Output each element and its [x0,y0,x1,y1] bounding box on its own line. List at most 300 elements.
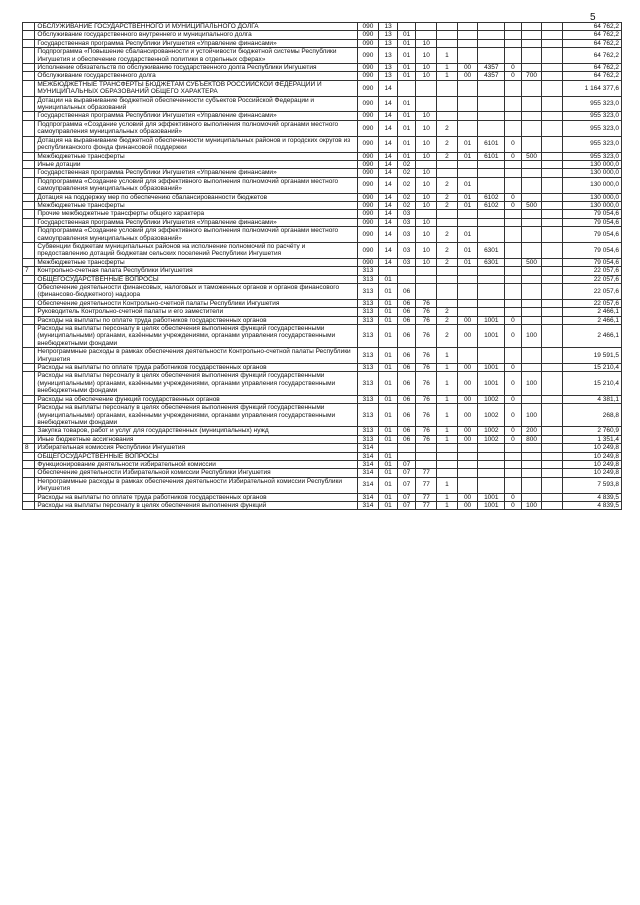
code-razdel: 14 [379,210,398,218]
code-program: 10 [416,120,437,136]
row-name: Иные бюджетные ассигнования [35,435,357,443]
code-program [416,460,437,468]
blank-cell [542,469,563,477]
code-direction: 4357 [478,72,505,80]
code-razdel: 01 [379,395,398,403]
code-expense-type [521,160,542,168]
row-number [23,427,35,435]
budget-rows [23,23,622,510]
row-name: Подпрограмма «Создание условий для эффективного выполнения полномочий органами местного самоуправления муниципальных образований» [35,177,357,193]
code-extra [505,452,522,460]
code-podrazdel: 01 [397,96,416,112]
code-razdel: 14 [379,242,398,258]
code-podrazdel: 07 [397,469,416,477]
code-ved: 090 [357,80,379,96]
row-name: Государственная программа Республики Ингушетия «Управление финансами» [35,218,357,226]
code-event [457,460,478,468]
code-expense-type [521,193,542,201]
code-ved: 090 [357,23,379,31]
row-amount: 955 323,0 [563,120,622,136]
code-program: 77 [416,501,437,509]
code-direction [478,284,505,300]
code-razdel: 14 [379,136,398,152]
code-direction: 1001 [478,493,505,501]
code-extra [505,48,522,64]
row-amount: 1 351,4 [563,435,622,443]
code-event [457,169,478,177]
row-amount: 955 323,0 [563,136,622,152]
code-ved: 090 [357,242,379,258]
code-program [416,23,437,31]
code-extra [505,275,522,283]
row-name: Межбюджетные трансферты [35,201,357,209]
code-razdel: 01 [379,435,398,443]
table-row [23,96,622,112]
blank-cell [542,267,563,275]
code-program [416,452,437,460]
code-program [416,284,437,300]
code-event [457,477,478,493]
code-razdel: 01 [379,493,398,501]
row-name: Непрограммные расходы в рамках обеспечения деятельности Избирательной комиссии Республики Ингушетия [35,477,357,493]
code-expense-type [521,120,542,136]
row-name: ОБСЛУЖИВАНИЕ ГОСУДАРСТВЕННОГО И МУНИЦИПАЛЬНОГО ДОЛГА [35,23,357,31]
code-razdel: 13 [379,48,398,64]
code-direction: 1001 [478,501,505,509]
code-ved: 313 [357,299,379,307]
code-subprogram [437,469,458,477]
code-expense-type [521,169,542,177]
code-razdel: 01 [379,460,398,468]
code-extra: 0 [505,404,522,427]
code-event [457,444,478,452]
row-name: Расходы на выплаты персоналу в целях обеспечения выполнения функций государственными (муниципальными) органами, казёнными учреждениями, органами управления государственными внебюджетными фондами [35,325,357,348]
row-amount: 64 762,2 [563,39,622,47]
code-expense-type: 100 [521,372,542,395]
code-program: 10 [416,177,437,193]
row-amount: 22 057,6 [563,275,622,283]
blank-cell [542,325,563,348]
table-row [23,325,622,348]
code-ved: 313 [357,348,379,364]
blank-cell [542,348,563,364]
code-direction: 6301 [478,258,505,266]
table-row [23,395,622,403]
table-row [23,404,622,427]
row-amount: 15 210,4 [563,372,622,395]
row-name: Государственная программа Республики Ингушетия «Управление финансами» [35,169,357,177]
code-event [457,284,478,300]
code-event [457,452,478,460]
code-expense-type [521,452,542,460]
table-row [23,501,622,509]
code-razdel: 14 [379,112,398,120]
code-event: 01 [457,136,478,152]
code-expense-type [521,493,542,501]
code-subprogram: 2 [437,120,458,136]
code-direction [478,31,505,39]
code-direction: 6301 [478,242,505,258]
code-event [457,348,478,364]
table-row [23,284,622,300]
code-program: 77 [416,469,437,477]
code-ved: 090 [357,64,379,72]
blank-cell [542,193,563,201]
code-event [457,275,478,283]
code-razdel: 13 [379,72,398,80]
code-razdel: 13 [379,31,398,39]
code-podrazdel: 03 [397,258,416,266]
code-event [457,218,478,226]
code-direction: 6101 [478,136,505,152]
code-extra [505,23,522,31]
code-subprogram: 2 [437,258,458,266]
code-direction [478,477,505,493]
table-row [23,444,622,452]
code-expense-type [521,31,542,39]
code-program: 76 [416,308,437,316]
code-expense-type: 100 [521,325,542,348]
code-subprogram: 1 [437,48,458,64]
code-subprogram: 2 [437,308,458,316]
code-subprogram [437,96,458,112]
code-program: 10 [416,218,437,226]
row-number [23,452,35,460]
code-event: 01 [457,201,478,209]
code-expense-type [521,23,542,31]
code-extra [505,96,522,112]
row-amount: 130 000,0 [563,193,622,201]
row-number [23,275,35,283]
code-expense-type [521,308,542,316]
code-program: 76 [416,316,437,324]
code-subprogram: 1 [437,435,458,443]
code-direction [478,299,505,307]
blank-cell [542,404,563,427]
code-ved: 090 [357,120,379,136]
code-program: 10 [416,48,437,64]
row-amount: 10 249,8 [563,460,622,468]
row-name: Подпрограмма «Повышение сбалансированности и устойчивости бюджетной системы Республики Ингушетия и обеспечение государственной политики в отдельных сферах» [35,48,357,64]
code-podrazdel: 06 [397,435,416,443]
row-amount: 64 762,2 [563,23,622,31]
code-podrazdel [397,267,416,275]
row-amount: 64 762,2 [563,48,622,64]
code-expense-type [521,316,542,324]
row-amount: 22 057,6 [563,299,622,307]
code-event [457,48,478,64]
code-extra [505,242,522,258]
table-row [23,242,622,258]
code-podrazdel: 03 [397,210,416,218]
code-expense-type [521,64,542,72]
code-razdel: 14 [379,120,398,136]
row-name: Государственная программа Республики Ингушетия «Управление финансами» [35,112,357,120]
code-ved: 090 [357,258,379,266]
code-podrazdel: 03 [397,227,416,243]
table-row [23,493,622,501]
row-number [23,501,35,509]
table-row [23,227,622,243]
row-name: Иные дотации [35,160,357,168]
row-amount: 79 054,6 [563,218,622,226]
code-event [457,112,478,120]
code-program: 76 [416,435,437,443]
code-ved: 314 [357,469,379,477]
row-amount: 22 057,6 [563,267,622,275]
code-direction: 1002 [478,435,505,443]
row-amount: 22 057,6 [563,284,622,300]
code-program [416,210,437,218]
row-number [23,177,35,193]
code-podrazdel: 06 [397,404,416,427]
table-row [23,267,622,275]
code-podrazdel [397,275,416,283]
table-row [23,435,622,443]
row-amount: 64 762,2 [563,31,622,39]
code-expense-type [521,477,542,493]
code-expense-type [521,469,542,477]
code-expense-type [521,444,542,452]
blank-cell [542,501,563,509]
code-ved: 313 [357,404,379,427]
code-expense-type [521,136,542,152]
blank-cell [542,372,563,395]
row-amount: 2 466,1 [563,316,622,324]
row-name: Расходы на выплаты по оплате труда работников государственных органов [35,364,357,372]
table-row [23,299,622,307]
code-razdel: 14 [379,218,398,226]
code-expense-type [521,218,542,226]
code-event: 00 [457,64,478,72]
code-direction [478,169,505,177]
blank-cell [542,477,563,493]
code-extra [505,469,522,477]
table-row [23,160,622,168]
code-extra: 0 [505,372,522,395]
row-name: Подпрограмма «Создание условий для эффективного выполнения полномочий органами местного самоуправления муниципальных образований» [35,120,357,136]
code-razdel: 14 [379,96,398,112]
code-extra [505,39,522,47]
blank-cell [542,64,563,72]
code-direction [478,48,505,64]
table-row [23,169,622,177]
code-podrazdel: 01 [397,72,416,80]
row-name: Прочие межбюджетные трансферты общего характера [35,210,357,218]
code-event [457,469,478,477]
code-direction: 1002 [478,404,505,427]
code-subprogram: 1 [437,372,458,395]
row-name: Расходы на обеспечение функций государственных органов [35,395,357,403]
code-razdel: 01 [379,404,398,427]
code-expense-type [521,96,542,112]
code-program: 76 [416,348,437,364]
table-row [23,31,622,39]
code-razdel: 14 [379,160,398,168]
code-expense-type [521,48,542,64]
row-number [23,299,35,307]
code-subprogram: 1 [437,64,458,72]
row-number [23,112,35,120]
blank-cell [542,210,563,218]
table-row [23,80,622,96]
code-subprogram: 2 [437,152,458,160]
code-ved: 314 [357,444,379,452]
code-podrazdel: 06 [397,372,416,395]
code-extra: 0 [505,501,522,509]
code-ved: 313 [357,325,379,348]
row-amount: 955 323,0 [563,112,622,120]
code-event [457,80,478,96]
code-expense-type: 700 [521,72,542,80]
code-extra [505,112,522,120]
code-subprogram: 2 [437,177,458,193]
code-extra [505,80,522,96]
code-podrazdel: 06 [397,284,416,300]
code-subprogram: 2 [437,242,458,258]
code-razdel: 01 [379,372,398,395]
code-event: 00 [457,493,478,501]
code-program [416,80,437,96]
code-podrazdel: 07 [397,501,416,509]
row-name: Дотация на поддержку мер по обеспечению сбалансированности бюджетов [35,193,357,201]
code-podrazdel: 02 [397,193,416,201]
blank-cell [542,284,563,300]
row-name: Обеспечение деятельности финансовых, налоговых и таможенных органов и органов финансового (финансово-бюджетного) надзора [35,284,357,300]
blank-cell [542,275,563,283]
code-razdel: 01 [379,275,398,283]
row-name: Расходы на выплаты персоналу в целях обеспечения выполнения функций [35,501,357,509]
row-number [23,395,35,403]
row-amount: 130 000,0 [563,169,622,177]
code-event: 01 [457,177,478,193]
code-subprogram: 2 [437,201,458,209]
blank-cell [542,120,563,136]
code-razdel: 14 [379,169,398,177]
code-expense-type [521,275,542,283]
row-number [23,48,35,64]
code-ved: 313 [357,372,379,395]
code-razdel: 14 [379,258,398,266]
table-row [23,452,622,460]
row-number [23,201,35,209]
code-expense-type [521,242,542,258]
code-subprogram [437,169,458,177]
row-name: ОБЩЕГОСУДАРСТВЕННЫЕ ВОПРОСЫ [35,452,357,460]
row-number [23,227,35,243]
code-podrazdel [397,444,416,452]
code-extra [505,258,522,266]
code-expense-type [521,460,542,468]
code-ved: 090 [357,227,379,243]
row-amount: 15 210,4 [563,364,622,372]
row-number [23,364,35,372]
table-row [23,64,622,72]
blank-cell [542,23,563,31]
row-name: ОБЩЕГОСУДАРСТВЕННЫЕ ВОПРОСЫ [35,275,357,283]
code-expense-type [521,210,542,218]
table-row [23,316,622,324]
code-expense-type [521,227,542,243]
row-amount: 955 323,0 [563,96,622,112]
row-name: Обеспечение деятельности Избирательной комиссии Республики Ингушетия [35,469,357,477]
blank-cell [542,435,563,443]
code-podrazdel: 01 [397,31,416,39]
row-amount: 2 466,1 [563,308,622,316]
code-program: 10 [416,39,437,47]
table-row [23,201,622,209]
code-direction: 6102 [478,201,505,209]
row-name: Непрограммные расходы в рамках обеспечения деятельности Контрольно-счетной палаты Республики Ингушетия [35,348,357,364]
row-number [23,258,35,266]
code-direction: 6102 [478,193,505,201]
code-direction [478,218,505,226]
code-extra: 0 [505,193,522,201]
blank-cell [542,136,563,152]
code-event: 00 [457,325,478,348]
code-direction [478,275,505,283]
code-subprogram [437,284,458,300]
code-extra [505,160,522,168]
code-extra: 0 [505,395,522,403]
row-number [23,210,35,218]
blank-cell [542,395,563,403]
code-subprogram: 1 [437,72,458,80]
code-extra [505,31,522,39]
row-amount: 2 466,1 [563,325,622,348]
code-event [457,96,478,112]
row-number [23,477,35,493]
row-number [23,72,35,80]
blank-cell [542,218,563,226]
code-program [416,31,437,39]
code-podrazdel: 01 [397,152,416,160]
code-direction: 1001 [478,372,505,395]
row-amount: 10 249,8 [563,469,622,477]
blank-cell [542,493,563,501]
code-extra [505,177,522,193]
code-subprogram: 1 [437,364,458,372]
code-direction [478,23,505,31]
code-razdel: 01 [379,325,398,348]
code-ved: 313 [357,427,379,435]
code-program: 76 [416,395,437,403]
blank-cell [542,299,563,307]
code-ved: 313 [357,316,379,324]
code-program: 10 [416,258,437,266]
code-extra: 0 [505,136,522,152]
code-ved: 313 [357,435,379,443]
code-razdel [379,267,398,275]
code-expense-type [521,348,542,364]
row-name: Обслуживание государственного внутреннего и муниципального долга [35,31,357,39]
code-ved: 090 [357,136,379,152]
code-expense-type: 500 [521,258,542,266]
code-ved: 090 [357,160,379,168]
row-amount: 955 323,0 [563,152,622,160]
code-ved: 090 [357,169,379,177]
code-extra [505,218,522,226]
code-podrazdel: 01 [397,64,416,72]
row-amount: 64 762,2 [563,72,622,80]
blank-cell [542,152,563,160]
code-event: 00 [457,72,478,80]
code-event: 00 [457,364,478,372]
code-expense-type [521,177,542,193]
row-amount: 79 054,6 [563,242,622,258]
code-razdel: 13 [379,23,398,31]
code-event [457,299,478,307]
